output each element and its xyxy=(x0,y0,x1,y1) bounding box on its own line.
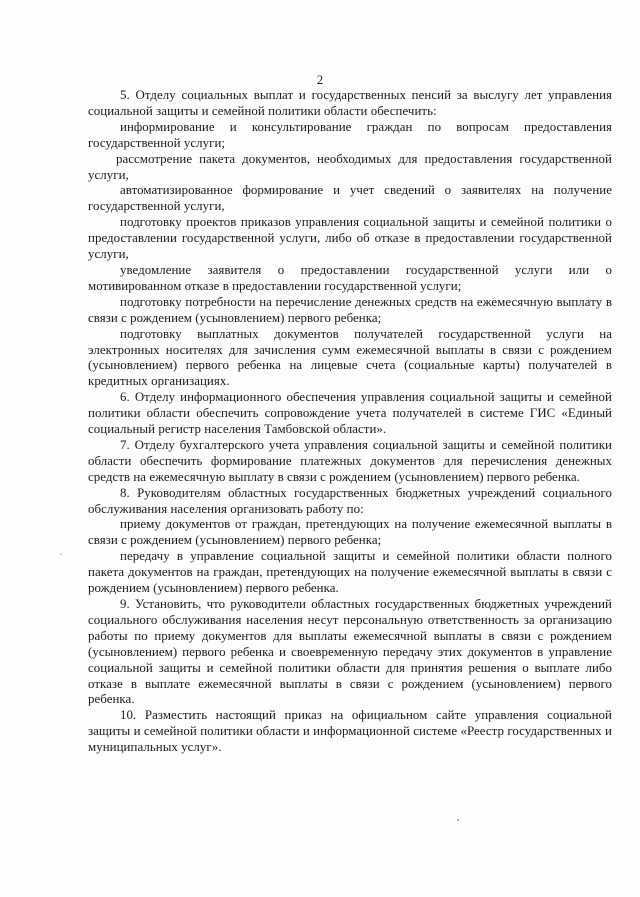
document-body xyxy=(88,88,612,756)
paragraph-5: 5. Отделу социальных выплат и государственных пенсий за выслугу лет управления социальной защиты и семейной политики области обеспечить: xyxy=(88,88,612,118)
scan-speck xyxy=(457,819,459,821)
paragraph-5-item-automation: автоматизированное формирование и учет сведений о заявителях на получение государственной услуги, xyxy=(88,183,612,214)
paragraph-8-item-transfer: передачу в управление социальной защиты и семейной политики области полного пакета документов на граждан, претендующих на получение ежемесячной выплаты в связи с рождением (усыновлением) первого ребенка. xyxy=(88,549,612,596)
paragraph-9: 9. Установить, что руководители областных государственных бюджетных учреждений социального обслуживания населения несут персональную ответственность за организацию работы по приему документов для выплаты ежемесячной выплаты в связи с рождением (усыновлением) первого ребенка и своевременную передачу этих документов в управление социальной защиты и семейной политики области для принятия решения о выплате либо отказе в выплате ежемесячной выплаты в связи с рождением (усыновлением) первого ребенка. xyxy=(88,597,612,707)
paragraph-5-item-review: рассмотрение пакета документов, необходимых для предоставления государственной услуги, xyxy=(88,151,612,182)
paragraph-5-item-informing: информирование и консультирование граждан по вопросам предоставления государственной услуги; xyxy=(88,119,612,150)
paragraph-7: 7. Отделу бухгалтерского учета управления социальной защиты и семейной политики области обеспечить формирование платежных документов для перечисления денежных средств на ежемесячную выплату в связи с рождением (усыновлением) первого ребенка. xyxy=(88,437,612,484)
paragraph-8-item-reception: приему документов от граждан, претендующих на получение ежемесячной выплаты в связи с рождением (усыновлением) первого ребенка; xyxy=(88,517,612,548)
paragraph-5-item-funding: подготовку потребности на перечисление денежных средств на ежемесячную выплату в связи с рождением (усыновлением) первого ребенка; xyxy=(88,294,612,325)
paragraph-5-item-payments: подготовку выплатных документов получателей государственной услуги на электронных носителях для зачисления сумм ежемесячной выплаты в связи с рождением (усыновлением) первого ребенка на лицевые счета (социальные карты) получателей в кредитных организациях. xyxy=(88,326,612,389)
paragraph-5-item-notification: уведомление заявителя о предоставлении государственной услуги или о мотивированном отказе в предоставлении государственной услуги; xyxy=(88,262,612,293)
scan-speck xyxy=(60,553,62,555)
paragraph-8: 8. Руководителям областных государственных бюджетных учреждений социального обслуживания населения организовать работу по: xyxy=(88,485,612,516)
paragraph-6: 6. Отделу информационного обеспечения управления социальной защиты и семейной политики области обеспечить сопровождение учета получателей в системе ГИС «Единый социальный регистр населения Тамбовской области». xyxy=(88,390,612,437)
paragraph-5-item-orders: подготовку проектов приказов управления социальной защиты и семейной политики о предоставлении государственной услуги, либо об отказе в предоставлении государственной услуги, xyxy=(88,215,612,262)
paragraph-10: 10. Разместить настоящий приказ на официальном сайте управления социальной защиты и семейной политики области и информационной системе «Реестр государственных и муниципальных услуг». xyxy=(88,708,612,755)
page-number: 2 xyxy=(316,73,324,87)
